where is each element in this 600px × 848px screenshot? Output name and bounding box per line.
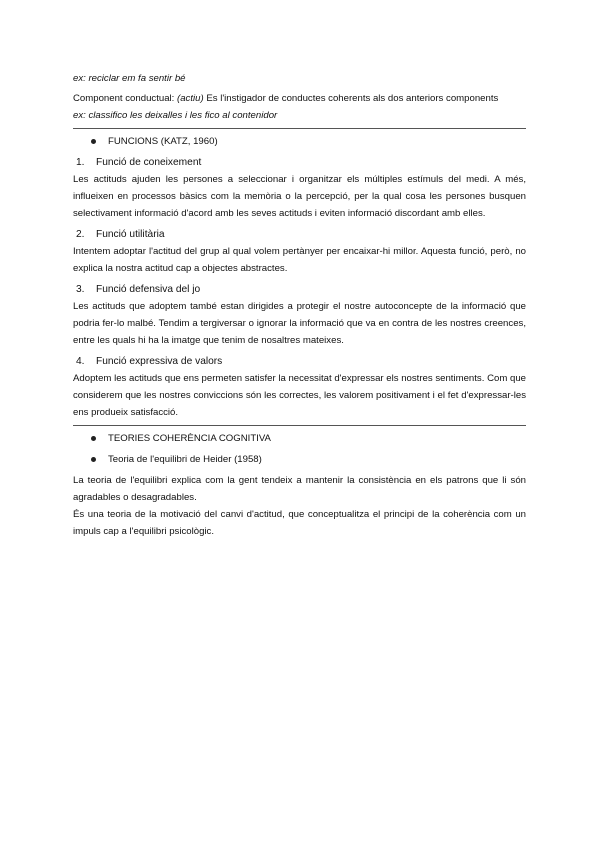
subsection-bullet — [91, 451, 526, 468]
horizontal-rule — [73, 425, 526, 426]
component-label: Component conductual: — [73, 93, 175, 104]
heading-title: Funció de coneixement — [96, 157, 202, 168]
heading-title: Funció utilitària — [96, 229, 165, 240]
horizontal-rule — [73, 128, 526, 129]
heading-number: 2. — [76, 229, 85, 240]
component-tag: (actiu) — [177, 93, 204, 104]
component-paragraph — [73, 90, 526, 107]
section-title: FUNCIONS (KATZ, 1960) — [108, 136, 218, 147]
body-paragraph: Adoptem les actituds que ens permeten satisfer la necessitat d'expressar els nostres sentiments. Com que considerem que les nostres conviccions són les correctes, les valorem positivament i el fet d'expressar-les ens produeix satisfacció. — [73, 373, 526, 418]
bullet-icon — [91, 139, 96, 144]
heading-title: Funció expressiva de valors — [96, 356, 223, 367]
section-title: TEORIES COHERÈNCIA COGNITIVA — [108, 433, 271, 444]
heading-title: Funció defensiva del jo — [96, 284, 201, 295]
body-paragraph: Les actituds que adoptem també estan dirigides a protegir el nostre autoconcepte de la informació que podria fer-lo malbé. Tendim a tergiversar o ignorar la informació que va en contra de les nostres creences, entre les quals hi ha la imatge que tenim de nosaltres mateixes. — [73, 301, 526, 346]
body-paragraph: És una teoria de la motivació del canvi d'actitud, que conceptualitza el principi de la coherència com un impuls cap a l'equilibri psicològic. — [73, 509, 526, 537]
component-text: Es l'instigador de conductes coherents als dos anteriors components — [206, 93, 499, 104]
body-paragraph: Les actituds ajuden les persones a seleccionar i organitzar els múltiples estímuls del medi. A més, influeixen en processos bàsics com la memòria o la percepció, per la qual cosa les persones busquen selectivament informació d'acord amb les seves actituds i eviten informació discordant amb elles. — [73, 174, 526, 219]
page-content — [73, 70, 526, 540]
example-text: ex: classifico les deixalles i les fico al contenidor — [73, 110, 278, 121]
numbered-heading — [73, 281, 526, 298]
section-bullet — [91, 133, 526, 150]
bullet-icon — [91, 436, 96, 441]
bullet-icon — [91, 457, 96, 462]
numbered-heading — [73, 353, 526, 370]
subsection-title: Teoria de l'equilibri de Heider (1958) — [108, 454, 262, 465]
heading-number: 3. — [76, 284, 85, 295]
body-paragraph: La teoria de l'equilibri explica com la gent tendeix a mantenir la consistència en els patrons que li són agradables o desagradables. — [73, 475, 526, 503]
body-paragraph: Intentem adoptar l'actitud del grup al qual volem pertànyer per encaixar-hi millor. Aquesta funció, però, no explica la nostra actitud cap a objectes abstractes. — [73, 246, 526, 274]
numbered-heading — [73, 154, 526, 171]
numbered-heading — [73, 226, 526, 243]
heading-number: 1. — [76, 157, 85, 168]
example-text: ex: reciclar em fa sentir bé — [73, 73, 186, 84]
heading-number: 4. — [76, 356, 85, 367]
section-bullet — [91, 430, 526, 447]
